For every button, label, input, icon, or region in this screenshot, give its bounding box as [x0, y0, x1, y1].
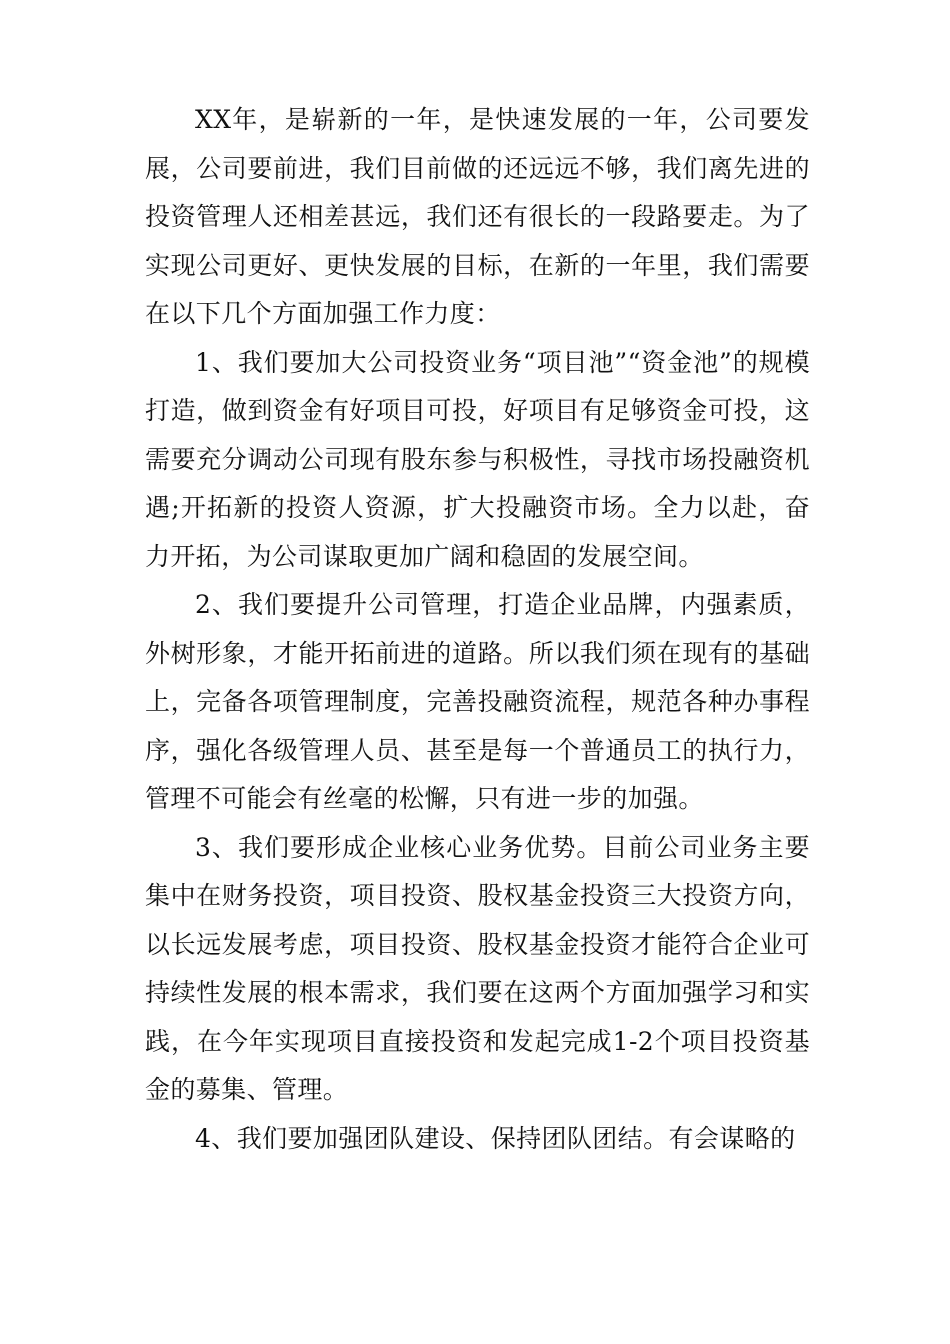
document-body [145, 96, 810, 1163]
paragraph-intro: XX年，是崭新的一年，是快速发展的一年，公司要发展，公司要前进，我们目前做的还远远不够，我们离先进的投资管理人还相差甚远，我们还有很长的一段路要走。为了实现公司更好、更快发展的目标，在新的一年里，我们需要在以下几个方面加强工作力度： [145, 105, 810, 328]
paragraph-item-3: 3、我们要形成企业核心业务优势。目前公司业务主要集中在财务投资，项目投资、股权基金投资三大投资方向，以长远发展考虑，项目投资、股权基金投资才能符合企业可持续性发展的根本需求，我们要在这两个方面加强学习和实践，在今年实现项目直接投资和发起完成1-2个项目投资基金的募集、管理。 [145, 832, 810, 1104]
paragraph-item-1: 1、我们要加大公司投资业务“项目池”“资金池”的规模打造，做到资金有好项目可投，好项目有足够资金可投，这需要充分调动公司现有股东参与积极性，寻找市场投融资机遇;开拓新的投资人资源，扩大投融资市场。全力以赴，奋力开拓，为公司谋取更加广阔和稳固的发展空间。 [145, 347, 810, 571]
paragraph-item-2: 2、我们要提升公司管理，打造企业品牌，内强素质，外树形象，才能开拓前进的道路。所以我们须在现有的基础上，完备各项管理制度，完善投融资流程，规范各种办事程序，强化各级管理人员、甚至是每一个普通员工的执行力，管理不可能会有丝毫的松懈，只有进一步的加强。 [145, 590, 810, 813]
paragraph-item-4: 4、我们要加强团队建设、保持团队团结。有会谋略的 [195, 1123, 796, 1153]
